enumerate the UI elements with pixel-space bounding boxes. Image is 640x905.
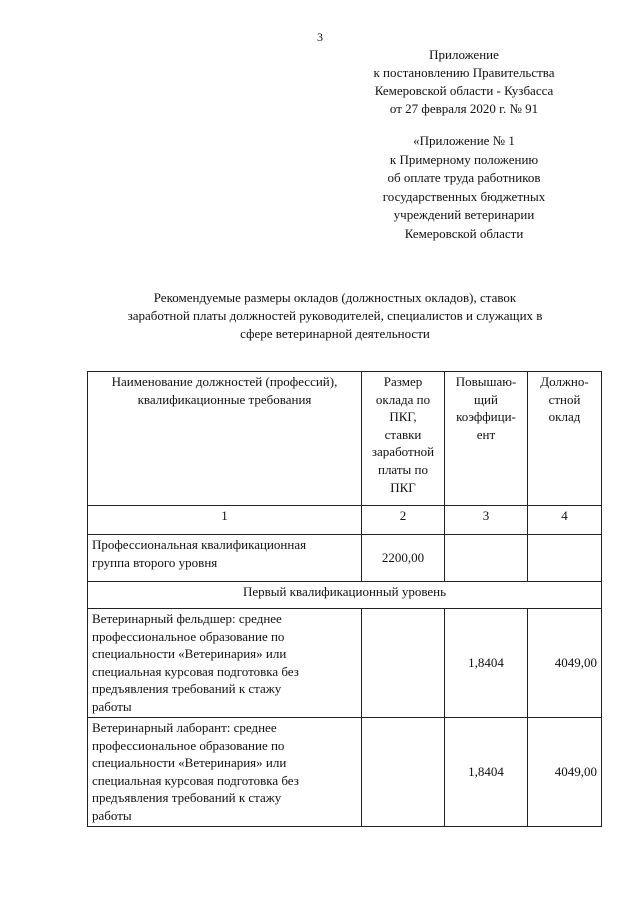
header-pkg-salary [362, 372, 445, 506]
header-text: оклада по [375, 391, 431, 407]
header-text: Размер [383, 374, 423, 389]
annex-line: об оплате труда работников [387, 170, 541, 185]
position-text: специальности «Ветеринария» или [92, 755, 287, 771]
level-row [88, 582, 602, 609]
table-row [88, 718, 602, 827]
page-number: 3 [317, 30, 323, 44]
coefficient-cell: 1,8404 [445, 718, 528, 827]
header-text: ПКГ [390, 479, 416, 495]
header-text: оклад [548, 409, 581, 425]
qualification-level: Первый квалификационный уровень [88, 582, 602, 609]
column-number: 1 [88, 506, 362, 535]
document-title [80, 289, 590, 343]
position-text: профессиональное образование по [92, 737, 285, 753]
header-text: коэффици- [456, 409, 516, 425]
official-salary-cell: 4049,00 [528, 718, 602, 827]
column-number: 4 [528, 506, 602, 535]
approval-line: Приложение [429, 47, 499, 62]
header-text: заработной [371, 444, 435, 460]
empty-cell [362, 609, 445, 718]
header-text: квалификационные требования [137, 391, 312, 407]
header-text: стной [548, 391, 581, 407]
header-text: Наименование должностей (профессий), [111, 374, 338, 389]
approval-line: к постановлению Правительства [373, 65, 555, 80]
position-description [88, 718, 362, 827]
header-text: платы по [377, 461, 428, 477]
empty-cell [445, 535, 528, 582]
coefficient-cell: 1,8404 [445, 609, 528, 718]
approval-block [330, 46, 598, 118]
header-official-salary [528, 372, 602, 506]
title-line: заработной платы должностей руководителей, специалистов и служащих в [127, 308, 543, 323]
annex-line: Кемеровской области [404, 225, 524, 241]
column-number: 2 [362, 506, 445, 535]
group-name-text: Профессиональная квалификационная [92, 537, 307, 552]
annex-line: государственных бюджетных [382, 188, 546, 204]
position-description [88, 609, 362, 718]
position-text: работы [92, 698, 132, 714]
position-text: профессиональное образование по [92, 628, 285, 644]
group-salary: 2200,00 [362, 535, 445, 582]
approval-line: Кемеровской области - Кузбасса [374, 83, 554, 98]
group-row [88, 535, 602, 582]
empty-cell [528, 535, 602, 582]
annex-line: к Примерному положению [389, 151, 539, 167]
annex-block [348, 132, 580, 243]
column-number: 3 [445, 506, 528, 535]
header-position-name [88, 372, 362, 506]
annex-line: «Приложение № 1 [413, 133, 515, 148]
title-line: сфере ветеринарной деятельности [240, 326, 430, 341]
header-text: Повышаю- [455, 374, 517, 389]
header-text: ПКГ, [389, 409, 417, 425]
position-text: Ветеринарный лаборант: среднее [92, 720, 277, 735]
header-text: щий [474, 391, 498, 407]
position-text: специальная курсовая подготовка без [92, 772, 299, 788]
position-text: специальная курсовая подготовка без [92, 663, 299, 679]
empty-cell [362, 718, 445, 827]
position-text: предъявления требований к стажу [92, 681, 282, 697]
position-text: работы [92, 807, 132, 823]
approval-line: от 27 февраля 2020 г. № 91 [389, 101, 539, 116]
header-text: ставки [384, 426, 422, 442]
header-text: Должно- [540, 374, 589, 389]
annex-line: учреждений ветеринарии [393, 207, 535, 222]
group-name [88, 535, 362, 582]
position-text: предъявления требований к стажу [92, 790, 282, 806]
group-name-text: группа второго уровня [92, 554, 218, 570]
table-header-row [88, 372, 602, 506]
salary-table [87, 371, 602, 827]
header-coefficient [445, 372, 528, 506]
official-salary-cell: 4049,00 [528, 609, 602, 718]
title-line: Рекомендуемые размеры окладов (должностных окладов), ставок [153, 290, 517, 305]
position-text: Ветеринарный фельдшер: среднее [92, 611, 282, 626]
column-number-row [88, 506, 602, 535]
table-row [88, 609, 602, 718]
header-text: ент [476, 426, 496, 442]
position-text: специальности «Ветеринария» или [92, 646, 287, 662]
